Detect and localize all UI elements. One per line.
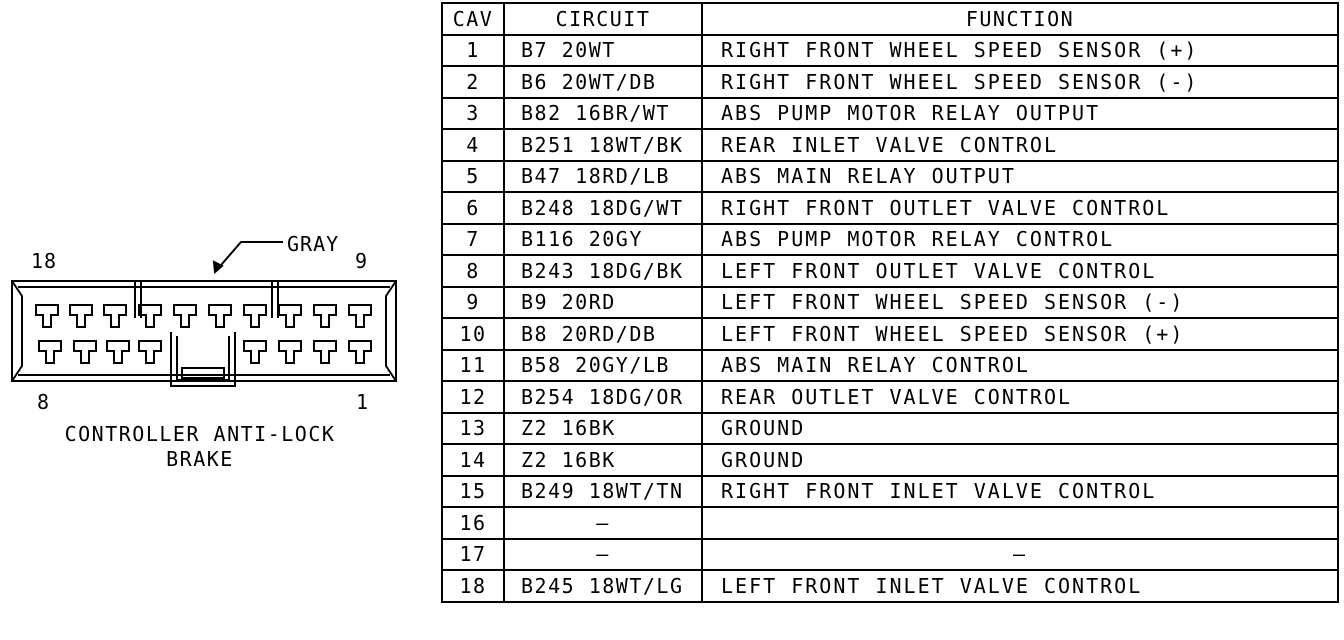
circuit-cell: B243 18DG/BK (504, 255, 702, 287)
function-cell: GROUND (702, 413, 1338, 445)
gray-leader-line (215, 242, 283, 272)
cav-cell: 7 (442, 224, 504, 256)
function-cell: ABS MAIN RELAY CONTROL (702, 350, 1338, 382)
circuit-cell: — (504, 539, 702, 571)
table-row (442, 570, 1338, 602)
connector-title (20, 422, 380, 472)
table-row (442, 318, 1338, 350)
table-row (442, 66, 1338, 98)
cav-cell: 8 (442, 255, 504, 287)
function-cell: RIGHT FRONT WHEEL SPEED SENSOR (-) (702, 66, 1338, 98)
table-row (442, 129, 1338, 161)
connector-title-line1: CONTROLLER ANTI-LOCK (64, 422, 336, 446)
function-cell (702, 507, 1338, 539)
function-cell: GROUND (702, 444, 1338, 476)
pin-assignment-table (441, 2, 1339, 603)
circuit-cell: B9 20RD (504, 287, 702, 319)
circuit-cell: — (504, 507, 702, 539)
table-row (442, 192, 1338, 224)
terminal-top (279, 305, 301, 327)
cav-cell: 12 (442, 381, 504, 413)
table-row (442, 255, 1338, 287)
cav-cell: 6 (442, 192, 504, 224)
circuit-cell: B47 18RD/LB (504, 161, 702, 193)
circuit-cell: B58 20GY/LB (504, 350, 702, 382)
cav-cell: 18 (442, 570, 504, 602)
terminal-top (36, 305, 58, 327)
connector-key-inner (177, 336, 229, 380)
table-row (442, 224, 1338, 256)
connector-title-line2: BRAKE (166, 447, 234, 471)
circuit-cell: B251 18WT/BK (504, 129, 702, 161)
circuit-cell: B248 18DG/WT (504, 192, 702, 224)
function-cell: ABS PUMP MOTOR RELAY OUTPUT (702, 98, 1338, 130)
table-row (442, 287, 1338, 319)
cav-cell: 2 (442, 66, 504, 98)
terminal-top (209, 305, 231, 327)
cav-cell: 13 (442, 413, 504, 445)
connector-key-tab (182, 368, 224, 378)
cav-cell: 4 (442, 129, 504, 161)
function-cell: RIGHT FRONT INLET VALVE CONTROL (702, 476, 1338, 508)
gray-leader-arrowhead (214, 262, 222, 272)
terminal-top (104, 305, 126, 327)
terminal-top (244, 305, 266, 327)
terminal-bottom (314, 341, 336, 363)
function-cell: RIGHT FRONT OUTLET VALVE CONTROL (702, 192, 1338, 224)
circuit-cell: B6 20WT/DB (504, 66, 702, 98)
connector-diagram (0, 0, 440, 640)
terminal-top (70, 305, 92, 327)
function-cell: LEFT FRONT WHEEL SPEED SENSOR (-) (702, 287, 1338, 319)
table-row (442, 350, 1338, 382)
pin-label-bottom-right: 1 (356, 390, 370, 414)
cav-cell: 14 (442, 444, 504, 476)
cav-cell: 3 (442, 98, 504, 130)
connector-housing (12, 281, 396, 381)
table-row (442, 98, 1338, 130)
circuit-cell: Z2 16BK (504, 444, 702, 476)
function-cell: REAR INLET VALVE CONTROL (702, 129, 1338, 161)
circuit-cell: B7 20WT (504, 35, 702, 67)
table-row (442, 539, 1338, 571)
table-row (442, 161, 1338, 193)
cav-cell: 15 (442, 476, 504, 508)
connector-housing-rim (18, 287, 390, 375)
terminal-top (314, 305, 336, 327)
terminal-bottom (349, 341, 371, 363)
cav-cell: 9 (442, 287, 504, 319)
table-row (442, 413, 1338, 445)
circuit-cell: B116 20GY (504, 224, 702, 256)
table-row (442, 444, 1338, 476)
table-row (442, 35, 1338, 67)
terminal-top (174, 305, 196, 327)
header-cav: CAV (442, 3, 504, 35)
function-cell: LEFT FRONT OUTLET VALVE CONTROL (702, 255, 1338, 287)
cav-cell: 10 (442, 318, 504, 350)
header-function: FUNCTION (702, 3, 1338, 35)
terminal-top (349, 305, 371, 327)
cav-cell: 11 (442, 350, 504, 382)
circuit-cell: B254 18DG/OR (504, 381, 702, 413)
header-circuit: CIRCUIT (504, 3, 702, 35)
cav-cell: 16 (442, 507, 504, 539)
pin-label-top-left: 18 (31, 249, 58, 273)
pin-label-top-right: 9 (355, 249, 369, 273)
cav-cell: 5 (442, 161, 504, 193)
table-row (442, 476, 1338, 508)
function-cell: — (702, 539, 1338, 571)
pin-label-bottom-left: 8 (37, 390, 51, 414)
function-cell: ABS PUMP MOTOR RELAY CONTROL (702, 224, 1338, 256)
circuit-cell: B245 18WT/LG (504, 570, 702, 602)
table-row (442, 381, 1338, 413)
circuit-cell: B249 18WT/TN (504, 476, 702, 508)
circuit-cell: Z2 16BK (504, 413, 702, 445)
connector-chamfers (12, 281, 396, 381)
circuit-cell: B8 20RD/DB (504, 318, 702, 350)
cav-cell: 1 (442, 35, 504, 67)
function-cell: ABS MAIN RELAY OUTPUT (702, 161, 1338, 193)
connector-drawing (0, 0, 440, 640)
circuit-cell: B82 16BR/WT (504, 98, 702, 130)
table-row (442, 507, 1338, 539)
terminal-bottom (279, 341, 301, 363)
terminal-bottom (39, 341, 61, 363)
terminal-bottom (74, 341, 96, 363)
terminal-top (139, 305, 161, 327)
function-cell: LEFT FRONT WHEEL SPEED SENSOR (+) (702, 318, 1338, 350)
function-cell: RIGHT FRONT WHEEL SPEED SENSOR (+) (702, 35, 1338, 67)
terminal-bottom (139, 341, 161, 363)
function-cell: LEFT FRONT INLET VALVE CONTROL (702, 570, 1338, 602)
terminal-bottom (107, 341, 129, 363)
function-cell: REAR OUTLET VALVE CONTROL (702, 381, 1338, 413)
terminal-bottom (244, 341, 266, 363)
connector-color-label: GRAY (287, 232, 340, 256)
table-header-row (442, 3, 1338, 35)
cav-cell: 17 (442, 539, 504, 571)
